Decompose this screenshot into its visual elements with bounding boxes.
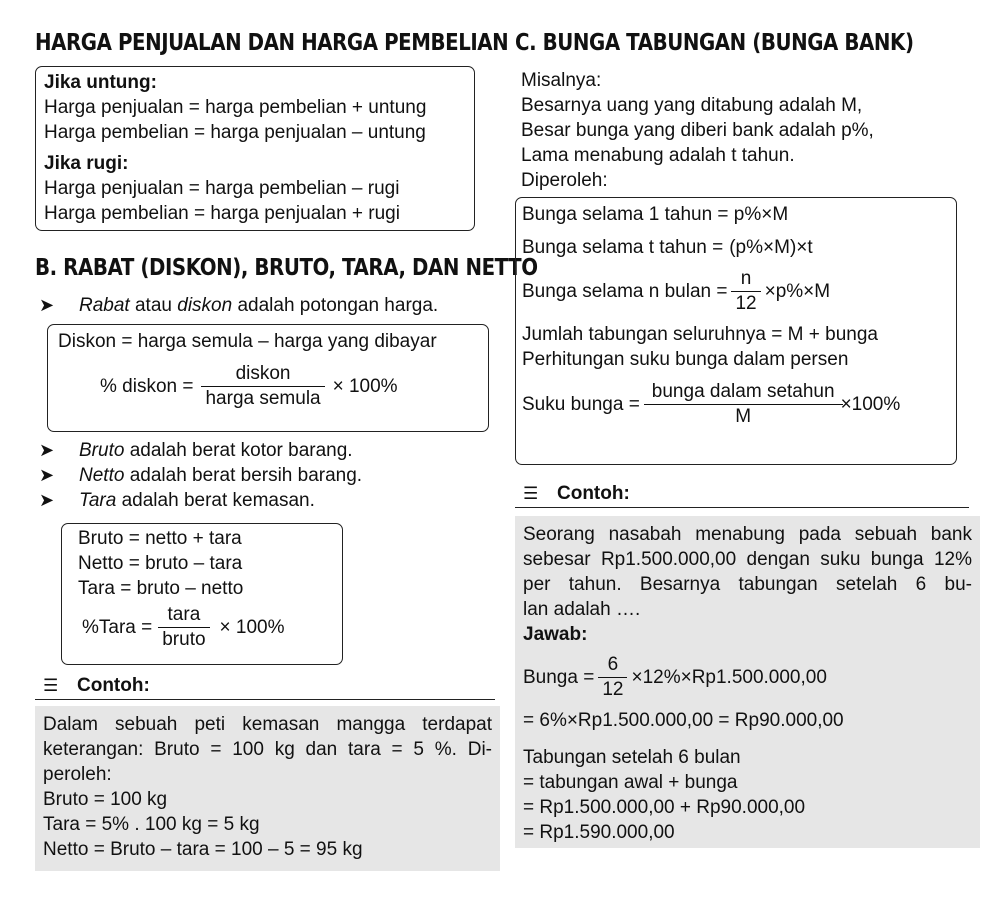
tara-denominator: bruto [158,627,209,652]
book-stack-icon: ☰ [43,676,59,695]
right-column [515,30,980,848]
bullet-tara [35,488,500,513]
example-left-line-2: Tara = 5% . 100 kg = 5 kg [43,814,260,835]
rate-calc-line: Perhitungan suku bunga dalam persen [522,349,849,370]
diskon-numerator: diskon [235,363,291,384]
tara-percent-formula [82,603,326,652]
bullet-netto [35,463,500,488]
interest-n-prefix: Bunga selama n bulan = [522,280,728,302]
bullet-list-weights [35,438,500,513]
term-bruto: Bruto [79,440,125,461]
section-a-title: HARGA PENJUALAN DAN HARGA PEMBELIAN [35,30,509,56]
interest-t-expr: (p%×M)×t [729,237,813,258]
bunga-suffix: ×12%×Rp1.500.000,00 [631,666,827,688]
profit-loss-box [35,66,475,231]
bullet-bruto-rest: adalah berat kotor barang. [124,440,353,461]
rate-denominator: M [644,404,843,429]
diskon-box [47,324,489,432]
untung-label: Jika untung: [44,72,157,93]
intro-line-1: Misalnya: [521,70,602,91]
untung-line-1: Harga penjualan = harga pembelian + untung [44,97,427,118]
rugi-line-1: Harga penjualan = harga pembelian – rugi [44,178,400,199]
rate-fraction [648,380,839,429]
diskon-prefix: % diskon = [100,375,194,397]
arrow-bullet-icon: ➤ [39,465,55,485]
interest-1-year: Bunga selama 1 tahun = p%×M [522,204,789,225]
bunga-formula [523,653,972,702]
example-right-paragraph: Seorang nasabah menabung pada sebuah bank sebesar Rp1.500.000,00 dengan suku bunga 12% per tahun. Besarnya tabungan setelah 6 bu- [523,524,972,595]
example-box-left [35,706,500,871]
tabungan-line-3: = Rp1.500.000,00 + Rp90.000,00 [523,797,806,818]
intro-text [515,68,980,193]
intro-line-3: Besar bunga yang diberi bank adalah p%, [521,120,874,141]
total-savings-line: Jumlah tabungan seluruhnya = M + bunga [522,324,878,345]
untung-line-2: Harga pembelian = harga penjualan – untung [44,122,426,143]
bunga-numerator: 6 [607,654,619,675]
term-diskon: diskon [177,295,233,316]
bullet-netto-rest: adalah berat bersih barang. [124,465,363,486]
rate-prefix: Suku bunga = [522,393,640,415]
interest-n-numerator: n [740,268,752,289]
bunga-fraction [598,653,627,702]
example-right-paragraph-end: lan adalah …. [523,599,641,620]
interest-n-denominator: 12 [731,291,760,316]
tabungan-line-4: = Rp1.590.000,00 [523,822,675,843]
contoh-header-right [515,481,969,508]
interest-formula-box [515,197,957,465]
bullet-rabat-rest: adalah potongan harga. [232,295,439,316]
bullet-bruto [35,438,500,463]
diskon-formula-line: Diskon = harga semula – harga yang dibayar [58,331,437,352]
interest-n-suffix: ×p%×M [764,280,831,302]
example-box-right [515,516,980,848]
interest-n-months [522,267,950,316]
left-column [35,30,538,871]
rugi-line-2: Harga pembelian = harga penjualan + rugi [44,203,400,224]
tara-line-2: Netto = bruto – tara [78,553,243,574]
bullet-rabat-mid: atau [129,295,178,316]
interest-n-fraction [731,267,760,316]
intro-line-4: Lama menabung adalah t tahun. [521,145,795,166]
rate-numerator: bunga dalam setahun [651,381,835,402]
term-rabat: Rabat [79,295,130,316]
tara-box [61,523,343,665]
term-tara: Tara [79,490,117,511]
example-left-paragraph: Dalam sebuah peti kemasan mangga terdapat keterangan: Bruto = 100 kg dan tara = 5 %. Di- [43,714,492,760]
contoh-label-right: Contoh: [557,483,630,504]
diskon-percent-formula [100,362,478,411]
example-left-line-3: Netto = Bruto – tara = 100 – 5 = 95 kg [43,839,363,860]
tara-line-3: Tara = bruto – netto [78,578,244,599]
intro-line-5: Diperoleh: [521,170,608,191]
diskon-suffix: × 100% [332,375,398,397]
arrow-bullet-icon: ➤ [39,295,55,315]
section-b-title: B. RABAT (DISKON), BRUTO, TARA, DAN NETTO [35,255,538,281]
tara-prefix: %Tara = [82,616,153,638]
tara-suffix: × 100% [219,616,285,638]
intro-line-2: Besarnya uang yang ditabung adalah M, [521,95,863,116]
rate-suffix: ×100% [840,393,901,415]
interest-t-years [522,237,950,259]
example-left-paragraph-end: peroleh: [43,764,112,785]
interest-t-prefix: Bunga selama t tahun = [522,237,724,258]
bunga-prefix: Bunga = [523,666,595,688]
tara-fraction [158,603,209,652]
bullet-tara-rest: adalah berat kemasan. [116,490,315,511]
arrow-bullet-icon: ➤ [39,490,55,510]
bunga-result: = 6%×Rp1.500.000,00 = Rp90.000,00 [523,710,844,731]
diskon-fraction [201,362,324,411]
diskon-denominator: harga semula [201,386,324,411]
arrow-bullet-icon: ➤ [39,440,55,460]
tara-line-1: Bruto = netto + tara [78,528,242,549]
term-netto: Netto [79,465,125,486]
section-c-title: C. BUNGA TABUNGAN (BUNGA BANK) [515,30,914,56]
contoh-label-left: Contoh: [77,675,150,696]
jawab-label: Jawab: [523,624,588,645]
example-left-line-1: Bruto = 100 kg [43,789,168,810]
tabungan-line-2: = tabungan awal + bunga [523,772,738,793]
bullet-rabat [35,293,500,318]
book-stack-icon: ☰ [523,484,539,503]
tabungan-line-1: Tabungan setelah 6 bulan [523,747,741,768]
contoh-header-left [35,673,495,700]
interest-rate-formula [522,380,950,429]
rugi-label: Jika rugi: [44,153,129,174]
tara-numerator: tara [167,604,201,625]
bunga-denominator: 12 [598,677,627,702]
